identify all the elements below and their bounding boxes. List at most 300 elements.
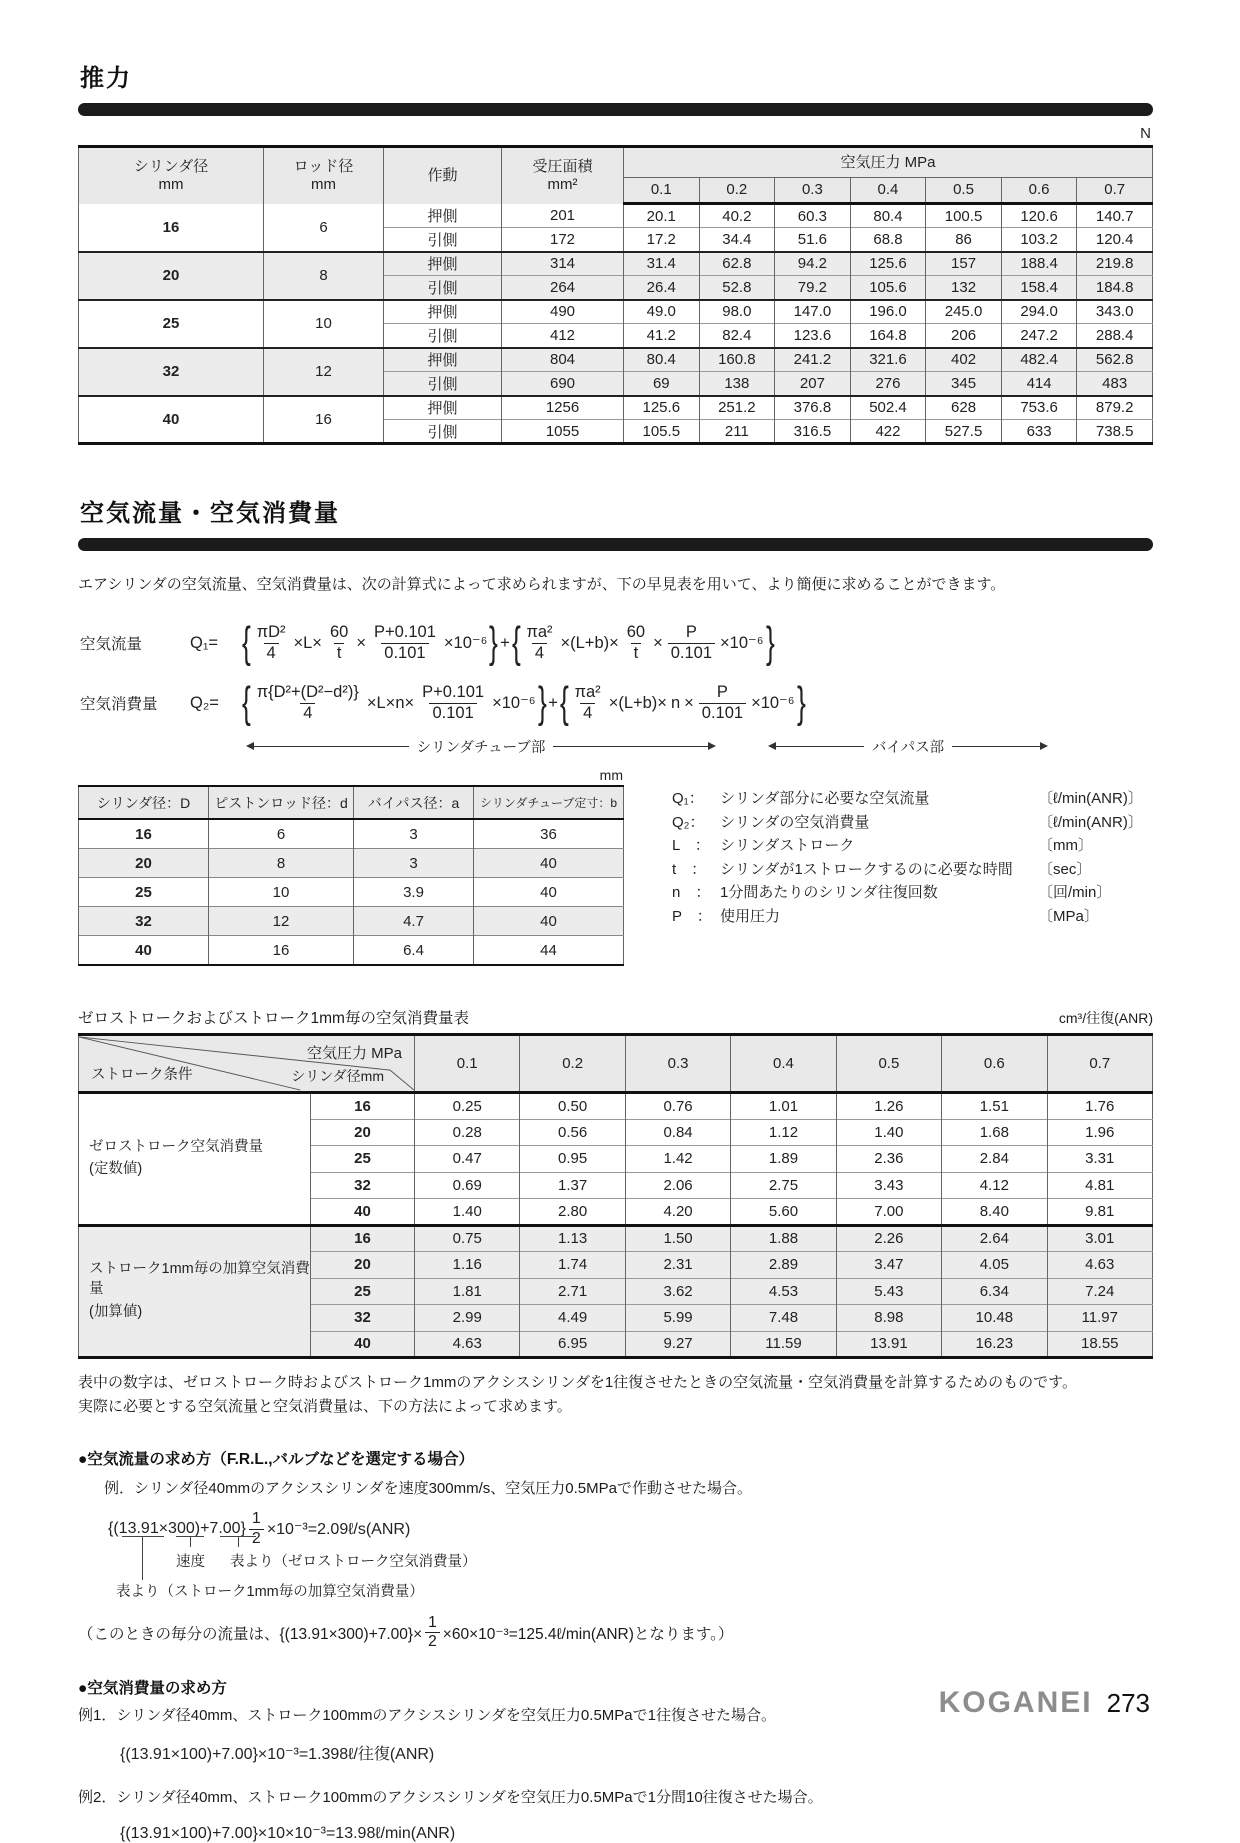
arrow-right-icon — [1040, 742, 1048, 750]
value-cell: 0.50 — [520, 1093, 625, 1120]
formula-token: ×L× — [293, 633, 322, 652]
legend-unit: 〔mm〕 — [1038, 837, 1093, 854]
thrust-cell: 138 — [699, 372, 775, 396]
fraction: $\frac{1}{2}$ — [425, 1614, 440, 1652]
thrust-cell: 241.2 — [775, 348, 851, 372]
bracket: { — [241, 678, 251, 728]
area-cell: 412 — [502, 324, 624, 348]
legend-item — [672, 789, 1143, 809]
value-cell: 0.95 — [520, 1146, 625, 1173]
bore-cell: 16 — [79, 204, 264, 252]
thrust-cell: 52.8 — [699, 276, 775, 300]
value-cell: 0.28 — [415, 1119, 520, 1146]
fraction: $\frac{\text{πa²}}{4}$ — [574, 683, 601, 722]
dim-table-unit: mm — [599, 767, 623, 783]
thrust-cell: 483 — [1077, 372, 1153, 396]
rod-cell: 6 — [264, 204, 384, 252]
formula-token: ×10⁻⁶ — [443, 634, 488, 652]
value-cell: 3.43 — [836, 1172, 941, 1199]
condition-note: (加算値) — [89, 1303, 143, 1320]
pressure-tick: 0.3 — [625, 1035, 730, 1093]
consumption-example-heading: ●空気消費量の求め方 — [78, 1679, 227, 1697]
thrust-cell: 105.6 — [850, 276, 926, 300]
formula-token: + — [500, 633, 510, 652]
value-cell: 1.50 — [625, 1225, 730, 1252]
dimension-table-header — [79, 786, 624, 819]
formula-token: {(13.91×300)+7.00} — [108, 1520, 246, 1538]
value-cell: 2.06 — [625, 1172, 730, 1199]
pressure-axis-label: 空気圧力 MPa — [306, 1045, 402, 1062]
koganei-logo: KOGANEI — [938, 1686, 1093, 1719]
direction-cell: 引側 — [384, 372, 502, 396]
value-cell: 11.97 — [1047, 1305, 1152, 1332]
table-row — [79, 348, 1153, 372]
value-cell: 4.49 — [520, 1305, 625, 1332]
thrust-group — [79, 300, 1153, 348]
condition-name: ゼロストローク空気消費量 — [89, 1138, 263, 1155]
legend-description: 1分間あたりのシリンダ往復回数 — [720, 884, 938, 901]
value-cell: 0.76 — [625, 1093, 730, 1120]
thrust-cell: 502.4 — [850, 396, 926, 420]
thrust-cell: 738.5 — [1077, 420, 1153, 444]
legend-item — [672, 836, 1143, 856]
value-cell: 4.81 — [1047, 1172, 1152, 1199]
value-cell: 4.12 — [942, 1172, 1047, 1199]
legend-symbol: P ： — [672, 907, 712, 925]
thrust-cell: 41.2 — [624, 324, 700, 348]
connector-line — [190, 1536, 191, 1547]
legend-symbol: L ： — [672, 837, 710, 854]
direction-cell: 押側 — [384, 396, 502, 420]
zero-stroke-label: 表より（ゼロストローク空気消費量） — [230, 1554, 477, 1570]
thrust-cell: 79.2 — [775, 276, 851, 300]
legend-description: 使用圧力 — [720, 907, 781, 925]
fraction: $\frac{60}{t}$ — [626, 623, 646, 662]
value-cell: 2.36 — [836, 1146, 941, 1173]
col-header-pressure: 空気圧力 MPa — [624, 147, 1153, 178]
value-cell: 2.71 — [520, 1278, 625, 1305]
formula-token: ×(L+b)× — [608, 693, 667, 712]
bracket: } — [796, 678, 806, 728]
thrust-cell: 60.3 — [775, 204, 851, 228]
tube-cell: 40 — [474, 907, 624, 936]
formula-token: ×10⁻⁶ — [492, 694, 536, 712]
bypass-cell: 3.9 — [354, 878, 474, 907]
thrust-cell: 94.2 — [775, 252, 851, 276]
formula-token: + — [548, 693, 558, 712]
fraction: $\frac{P+0.101}{0.101}$ — [373, 623, 436, 662]
rod-cell: 12 — [264, 348, 384, 396]
fraction: $\frac{60}{t}$ — [329, 623, 349, 662]
pressure-tick: 0.2 — [520, 1035, 625, 1093]
thrust-cell: 288.4 — [1077, 324, 1153, 348]
bypass-cell: 4.7 — [354, 907, 474, 936]
thrust-cell: 125.6 — [624, 396, 700, 420]
bore-cell: 20 — [311, 1119, 415, 1146]
thrust-cell: 20.1 — [624, 204, 700, 228]
thrust-cell: 414 — [1001, 372, 1077, 396]
col-header-rod: ロッド径 mm — [264, 147, 384, 204]
formula-label: 空気流量 — [80, 636, 143, 653]
arrow-left-icon — [768, 742, 776, 750]
value-cell: 10.48 — [942, 1305, 1047, 1332]
value-cell: 9.81 — [1047, 1199, 1152, 1226]
thrust-cell: 51.6 — [775, 228, 851, 252]
value-cell: 0.84 — [625, 1119, 730, 1146]
legend-unit: 〔MPa〕 — [1038, 907, 1099, 925]
thrust-cell: 321.6 — [850, 348, 926, 372]
fraction: $\frac{\text{πa²}}{4}$ — [526, 623, 553, 662]
thrust-cell: 294.0 — [1001, 300, 1077, 324]
bore-cell: 32 — [79, 907, 209, 936]
area-cell: 1256 — [502, 396, 624, 420]
value-cell: 4.05 — [942, 1252, 1047, 1279]
thrust-cell: 343.0 — [1077, 300, 1153, 324]
bracket: } — [537, 678, 547, 728]
pressure-tick: 0.5 — [836, 1035, 941, 1093]
table-row — [79, 396, 1153, 420]
table-row — [79, 300, 1153, 324]
formula-lhs: Q₂= — [190, 693, 219, 712]
thrust-cell: 62.8 — [699, 252, 775, 276]
legend-item — [672, 860, 1143, 880]
flow-example-heading: ●空気流量の求め方（F.R.L.,バルブなどを選定する場合） — [78, 1451, 475, 1468]
value-cell: 0.69 — [415, 1172, 520, 1199]
thrust-cell: 211 — [699, 420, 775, 444]
value-cell: 1.68 — [942, 1119, 1047, 1146]
condition-label-cell — [79, 1225, 311, 1358]
fraction: $\frac{\text{π\{D²+(D²−d²)\}}}{4}$ — [256, 683, 359, 722]
pressure-tick: 0.7 — [1077, 178, 1153, 204]
thrust-cell: 120.4 — [1077, 228, 1153, 252]
value-cell: 4.63 — [415, 1331, 520, 1358]
thrust-cell: 80.4 — [624, 348, 700, 372]
value-cell: 5.99 — [625, 1305, 730, 1332]
thrust-cell: 26.4 — [624, 276, 700, 300]
table-row — [79, 907, 624, 936]
thrust-cell: 160.8 — [699, 348, 775, 372]
rod-cell: 12 — [209, 907, 354, 936]
thrust-cell: 628 — [926, 396, 1002, 420]
legend-unit: 〔ℓ/min(ANR)〕 — [1038, 813, 1143, 831]
formula-token: ×L×n× — [366, 693, 415, 712]
value-cell: 1.16 — [415, 1252, 520, 1279]
formula-part-arrows — [78, 735, 1153, 757]
rod-cell: 10 — [209, 878, 354, 907]
bore-cell: 32 — [311, 1305, 415, 1332]
legend-description: シリンダの空気消費量 — [720, 813, 870, 831]
pressure-tick: 0.1 — [415, 1035, 520, 1093]
value-cell: 1.37 — [520, 1172, 625, 1199]
value-cell: 1.12 — [731, 1119, 836, 1146]
pressure-tick: 0.2 — [699, 178, 775, 204]
value-cell: 0.47 — [415, 1146, 520, 1173]
col-header-action: 作動 — [384, 147, 502, 204]
thrust-cell: 147.0 — [775, 300, 851, 324]
section-bar — [78, 538, 1153, 551]
arrow-line — [254, 746, 409, 747]
table-row — [79, 936, 624, 966]
rod-cell: 16 — [209, 936, 354, 966]
value-cell: 9.27 — [625, 1331, 730, 1358]
value-cell: 1.40 — [836, 1119, 941, 1146]
value-cell: 7.24 — [1047, 1278, 1152, 1305]
formula-label: 空気消費量 — [80, 696, 158, 713]
col-header-bore: シリンダ径 mm — [79, 147, 264, 204]
legend-item — [672, 883, 1143, 903]
value-cell: 1.51 — [942, 1093, 1047, 1120]
col-header-tube-b: シリンダチューブ定寸：b — [474, 786, 624, 819]
bracket: { — [559, 678, 569, 728]
thrust-cell: 105.5 — [624, 420, 700, 444]
formula-token: ×10⁻³=2.09ℓ/s(ANR) — [266, 1521, 411, 1539]
pressure-tick: 0.6 — [942, 1035, 1047, 1093]
rod-cell: 16 — [264, 396, 384, 444]
condition-name: ストローク1mm毎の加算空気消費量 — [89, 1261, 310, 1297]
dimension-table — [78, 785, 624, 966]
thrust-cell: 188.4 — [1001, 252, 1077, 276]
bypass-part-label: バイパス部 — [871, 739, 945, 756]
value-cell: 1.96 — [1047, 1119, 1152, 1146]
consumption-table — [78, 1033, 1153, 1359]
thrust-group — [79, 396, 1153, 444]
bore-cell: 32 — [79, 348, 264, 396]
tube-part-arrow — [246, 736, 716, 757]
value-cell: 2.75 — [731, 1172, 836, 1199]
legend-item — [672, 813, 1143, 833]
bypass-cell: 3 — [354, 849, 474, 878]
value-cell: 6.34 — [942, 1278, 1047, 1305]
value-cell: 18.55 — [1047, 1331, 1152, 1358]
thrust-cell: 125.6 — [850, 252, 926, 276]
thrust-cell: 17.2 — [624, 228, 700, 252]
flow-example-case: 例．シリンダ径40mmのアクシスシリンダを速度300mm/s、空気圧力0.5MPaで作動させた場合。 — [104, 1480, 752, 1497]
condition-label-cell — [79, 1093, 311, 1226]
thrust-cell: 316.5 — [775, 420, 851, 444]
fraction: $\frac{P+0.101}{0.101}$ — [422, 683, 485, 722]
tube-cell: 44 — [474, 936, 624, 966]
thrust-cell: 68.8 — [850, 228, 926, 252]
table-row — [79, 204, 1153, 228]
arrow-line — [553, 746, 708, 747]
value-cell: 8.40 — [942, 1199, 1047, 1226]
bore-cell: 32 — [311, 1172, 415, 1199]
thrust-cell: 247.2 — [1001, 324, 1077, 348]
bypass-cell: 3 — [354, 819, 474, 849]
pressure-tick: 0.3 — [775, 178, 851, 204]
bore-cell: 16 — [79, 819, 209, 849]
per-minute-line — [78, 1614, 1153, 1652]
bore-axis-label: シリンダ径mm — [291, 1068, 384, 1084]
thrust-section-title: 推力 — [80, 65, 132, 92]
value-cell: 16.23 — [942, 1331, 1047, 1358]
thrust-cell: 98.0 — [699, 300, 775, 324]
area-cell: 1055 — [502, 420, 624, 444]
value-cell: 3.47 — [836, 1252, 941, 1279]
value-cell: 11.59 — [731, 1331, 836, 1358]
value-cell: 2.26 — [836, 1225, 941, 1252]
formula-token: × — [684, 693, 694, 712]
value-cell: 13.91 — [836, 1331, 941, 1358]
value-cell: 1.42 — [625, 1146, 730, 1173]
direction-cell: 引側 — [384, 276, 502, 300]
col-header-bore-d: シリンダ径：D — [79, 786, 209, 819]
per-stroke-label: 表より（ストローク1mm毎の加算空気消費量） — [116, 1584, 424, 1600]
thrust-cell: 164.8 — [850, 324, 926, 348]
bypass-part-arrow — [768, 736, 1048, 757]
direction-cell: 引側 — [384, 420, 502, 444]
value-cell: 2.64 — [942, 1225, 1047, 1252]
thrust-cell: 219.8 — [1077, 252, 1153, 276]
value-cell: 2.31 — [625, 1252, 730, 1279]
value-cell: 1.01 — [731, 1093, 836, 1120]
thrust-cell: 158.4 — [1001, 276, 1077, 300]
consumption-block — [79, 1093, 1153, 1226]
thrust-cell: 196.0 — [850, 300, 926, 324]
direction-cell: 引側 — [384, 228, 502, 252]
bracket: } — [765, 618, 775, 668]
value-cell: 1.89 — [731, 1146, 836, 1173]
air-consumption-formula — [80, 675, 1153, 731]
legend-unit: 〔sec〕 — [1038, 860, 1092, 878]
legend-unit: 〔ℓ/min(ANR)〕 — [1038, 790, 1143, 807]
bracket: { — [511, 618, 521, 668]
thrust-cell: 82.4 — [699, 324, 775, 348]
bore-cell: 40 — [79, 396, 264, 444]
arrow-left-icon — [246, 742, 254, 750]
legend-unit: 〔回/min〕 — [1038, 884, 1112, 901]
arrow-line — [776, 746, 864, 747]
thrust-cell: 157 — [926, 252, 1002, 276]
legend-symbol: Q₂： — [672, 813, 705, 831]
direction-cell: 押側 — [384, 300, 502, 324]
bore-cell: 25 — [79, 878, 209, 907]
thrust-cell: 402 — [926, 348, 1002, 372]
connector-line — [142, 1536, 143, 1580]
thrust-cell: 345 — [926, 372, 1002, 396]
value-cell: 1.40 — [415, 1199, 520, 1226]
pressure-tick: 0.4 — [731, 1035, 836, 1093]
direction-cell: 押側 — [384, 348, 502, 372]
direction-cell: 引側 — [384, 324, 502, 348]
bore-cell: 25 — [311, 1278, 415, 1305]
value-cell: 4.63 — [1047, 1252, 1152, 1279]
bore-cell: 25 — [311, 1146, 415, 1173]
value-cell: 6.95 — [520, 1331, 625, 1358]
value-cell: 1.13 — [520, 1225, 625, 1252]
connector-line — [122, 1536, 164, 1537]
consumption-example-case2: 例2．シリンダ径40mm、ストローク100mmのアクシスシリンダを空気圧力0.5MPaで1分間10往復させた場合。 — [78, 1788, 823, 1806]
thrust-cell: 562.8 — [1077, 348, 1153, 372]
bore-cell: 40 — [79, 936, 209, 966]
thrust-cell: 245.0 — [926, 300, 1002, 324]
flow-section-title: 空気流量・空気消費量 — [80, 500, 340, 527]
diagonal-header-cell — [79, 1035, 415, 1093]
fraction: $\frac{\text{πD²}}{4}$ — [256, 623, 286, 662]
thrust-cell: 206 — [926, 324, 1002, 348]
bore-cell: 20 — [79, 252, 264, 300]
table-row — [79, 878, 624, 907]
legend-description: シリンダ部分に必要な空気流量 — [720, 790, 930, 807]
thrust-table-header — [79, 147, 1153, 204]
thrust-group — [79, 252, 1153, 300]
flow-example-calc — [108, 1510, 1153, 1610]
arrow-right-icon — [708, 742, 716, 750]
bracket: } — [489, 618, 499, 668]
note-line-1: 表中の数字は、ゼロストローク時およびストローク1mmのアクシスシリンダを1往復させたときの空気流量・空気消費量を計算するためのものです。 — [78, 1374, 1077, 1391]
tube-part-label: シリンダチューブ部 — [416, 739, 546, 756]
formula-token: （このときの毎分の流量は、{(13.91×300)+7.00}× — [78, 1625, 423, 1643]
consumption-example-formula2: {(13.91×100)+7.00}×10×10⁻³=13.98ℓ/min(ANR) — [120, 1824, 456, 1842]
value-cell: 5.60 — [731, 1199, 836, 1226]
thrust-cell: 251.2 — [699, 396, 775, 420]
symbol-legend — [672, 789, 1143, 930]
value-cell: 3.62 — [625, 1278, 730, 1305]
thrust-cell: 482.4 — [1001, 348, 1077, 372]
table-row — [79, 252, 1153, 276]
note-line-2: 実際に必要とする空気流量と空気消費量は、下の方法によって求めます。 — [78, 1398, 572, 1415]
col-header-area: 受圧面積 mm² — [502, 147, 624, 204]
value-cell: 2.89 — [731, 1252, 836, 1279]
table-row — [79, 1093, 1153, 1120]
formula-token: × — [356, 633, 366, 652]
page-footer — [939, 1686, 1150, 1720]
pressure-tick: 0.5 — [926, 178, 1002, 204]
formula-token: × — [653, 633, 663, 652]
thrust-group — [79, 348, 1153, 396]
formula-token: ×(L+b)× — [560, 633, 619, 652]
bore-cell: 40 — [311, 1199, 415, 1226]
direction-cell: 押側 — [384, 252, 502, 276]
bore-cell: 20 — [311, 1252, 415, 1279]
value-cell: 1.74 — [520, 1252, 625, 1279]
thrust-cell: 633 — [1001, 420, 1077, 444]
bore-cell: 20 — [79, 849, 209, 878]
consumption-title-row — [78, 1006, 1153, 1028]
area-cell: 201 — [502, 204, 624, 228]
condition-note: (定数値) — [89, 1161, 143, 1178]
thrust-group — [79, 204, 1153, 252]
connector-line — [238, 1536, 239, 1547]
thrust-cell: 140.7 — [1077, 204, 1153, 228]
dimension-table-body — [79, 819, 624, 965]
consumption-note — [78, 1371, 1153, 1419]
consumption-example-formula1: {(13.91×100)+7.00}×10⁻³=1.398ℓ/往復(ANR) — [120, 1745, 435, 1763]
page-number: 273 — [1106, 1688, 1150, 1718]
condition-axis-label: ストローク条件 — [91, 1067, 193, 1083]
value-cell: 1.76 — [1047, 1093, 1152, 1120]
value-cell: 2.80 — [520, 1199, 625, 1226]
bore-cell: 40 — [311, 1331, 415, 1358]
legend-item — [672, 907, 1143, 927]
direction-cell: 押側 — [384, 204, 502, 228]
consumption-table-unit: cm³/往復(ANR) — [1058, 1010, 1153, 1026]
fraction: $\frac{P}{0.101}$ — [699, 683, 746, 723]
arrow-line — [952, 746, 1040, 747]
value-cell: 7.48 — [731, 1305, 836, 1332]
thrust-cell: 184.8 — [1077, 276, 1153, 300]
thrust-cell: 86 — [926, 228, 1002, 252]
value-cell: 3.31 — [1047, 1146, 1152, 1173]
thrust-cell: 120.6 — [1001, 204, 1077, 228]
thrust-cell: 40.2 — [699, 204, 775, 228]
area-cell: 314 — [502, 252, 624, 276]
legend-symbol: Q₁： — [672, 790, 704, 807]
fraction: $\frac{1}{2}$ — [249, 1510, 264, 1549]
rod-cell: 6 — [209, 819, 354, 849]
pressure-tick: 0.7 — [1047, 1035, 1152, 1093]
thrust-cell: 276 — [850, 372, 926, 396]
